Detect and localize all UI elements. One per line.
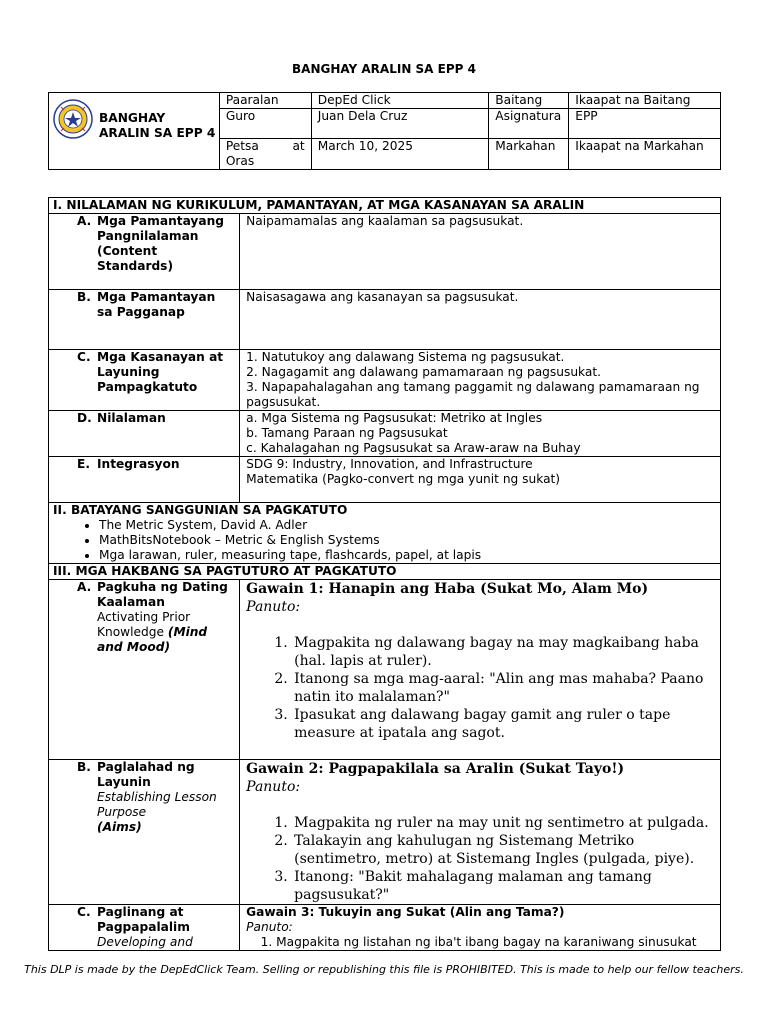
value-paaralan: DepEd Click	[311, 93, 489, 109]
row-competencies-value: 1. Natutukoy ang dalawang Sistema ng pagsusukat. 2. Nagagamit ang dalawang pamamaraan ng pagsusukat. 3. Napapahalagahan ang tamang paggamit ng dalawang pamamaraan ng pagsusukat.	[240, 350, 721, 411]
page-footer: This DLP is made by the DepEdClick Team. Selling or republishing this file is PROHIBITED. This is made to help our fellow teachers.	[24, 963, 744, 976]
gawain-1-steps	[246, 634, 714, 742]
list-item: 1. Magpakita ng ruler na may unit ng sentimetro at pulgada.	[292, 814, 714, 832]
header-logo-cell	[49, 93, 220, 170]
row-integrasyon-label: E. Integrasyon	[49, 457, 240, 503]
value-asignatura: EPP	[569, 109, 721, 139]
row-nilalaman-value: a. Mga Sistema ng Pagsusukat: Metriko at Ingles b. Tamang Paraan ng Pagsusukat c. Kahalagahan ng Pagsusukat sa Araw-araw na Buhay	[240, 411, 721, 457]
gawain-3-steps	[246, 935, 714, 950]
row-content-standards-label: A. Mga Pamantayang Pangnilalaman (Content Standards)	[49, 214, 240, 290]
row-developing-label: C. Paglinang at Pagpapalalim Developing and	[49, 905, 240, 951]
label-markahan: Markahan	[489, 139, 569, 170]
list-item: 1. Magpakita ng dalawang bagay na may magkaibang haba (hal. lapis at ruler).	[292, 634, 714, 670]
label-guro: Guro	[219, 109, 311, 139]
value-petsa: March 10, 2025	[311, 139, 489, 170]
label-petsa: Petsa at Oras	[219, 139, 311, 170]
list-item: 3. Ipasukat ang dalawang bagay gamit ang ruler o tape measure at ipatala ang sagot.	[292, 706, 714, 742]
gawain-1-title: Gawain 1: Hanapin ang Haba (Sukat Mo, Alam Mo)	[246, 581, 649, 597]
section2-block	[49, 503, 721, 564]
gawain-2-title: Gawain 2: Pagpapakilala sa Aralin (Sukat Tayo!)	[246, 761, 625, 777]
label-baitang: Baitang	[489, 93, 569, 109]
list-item: • MathBitsNotebook – Metric & English Systems	[99, 533, 716, 548]
value-guro: Juan Dela Cruz	[311, 109, 489, 139]
list-item: 3. Itanong: "Bakit mahalagang malaman ang tamang pagsusukat?"	[292, 868, 714, 904]
row-lesson-purpose-content: Gawain 2: Pagpapakilala sa Aralin (Sukat Tayo!) Panuto: 1. Magpakita ng ruler na may unit ng sentimetro at pulgada. 2. Talakayin ang kahulugan ng Sistemang Metriko (sentimetro, metro) at Sistemang Ingles (pulgada, piye). 3. Itanong: "Bakit mahalagang malaman ang tamang pagsusukat?"	[240, 760, 721, 905]
list-item: 2. Itanong sa mga mag-aaral: "Alin ang mas mahaba? Paano natin ito malalaman?"	[292, 670, 714, 706]
section2-heading: II. BATAYANG SANGGUNIAN SA PAGKATUTO	[53, 503, 348, 517]
label-paaralan: Paaralan	[219, 93, 311, 109]
row-integrasyon-value: SDG 9: Industry, Innovation, and Infrastructure Matematika (Pagko-convert ng mga yunit ng sukat)	[240, 457, 721, 503]
label-asignatura: Asignatura	[489, 109, 569, 139]
row-prior-knowledge-label: A. Pagkuha ng Dating Kaalaman Activating Prior Knowledge (Mind and Mood)	[49, 580, 240, 760]
row-developing-content: Gawain 3: Tukuyin ang Sukat (Alin ang Tama?) Panuto: 1. Magpakita ng listahan ng iba't ibang bagay na karaniwang sinusukat	[240, 905, 721, 951]
gawain-3-title: Gawain 3: Tukuyin ang Sukat (Alin ang Tama?)	[246, 905, 565, 919]
header-block-title: BANGHAY ARALIN SA EPP 4	[99, 111, 216, 140]
row-performance-standards-label: B. Mga Pamantayan sa Pagganap	[49, 290, 240, 350]
deped-seal-icon	[53, 99, 93, 139]
lesson-plan-table	[48, 197, 721, 951]
header-table	[48, 92, 721, 170]
list-item: 1. Magpakita ng listahan ng iba't ibang bagay na karaniwang sinusukat	[276, 935, 714, 950]
section3-heading: III. MGA HAKBANG SA PAGTUTURO AT PAGKATUTO	[49, 564, 721, 580]
value-baitang: Ikaapat na Baitang	[569, 93, 721, 109]
section1-heading: I. NILALAMAN NG KURIKULUM, PAMANTAYAN, AT MGA KASANAYAN SA ARALIN	[49, 198, 721, 214]
value-markahan: Ikaapat na Markahan	[569, 139, 721, 170]
row-nilalaman-label: D. Nilalaman	[49, 411, 240, 457]
list-item: 2. Talakayin ang kahulugan ng Sistemang Metriko (sentimetro, metro) at Sistemang Ingles (pulgada, piye).	[292, 832, 714, 868]
list-item: • Mga larawan, ruler, measuring tape, flashcards, papel, at lapis	[99, 548, 716, 563]
references-list	[53, 518, 716, 563]
row-performance-standards-value: Naisasagawa ang kasanayan sa pagsusukat.	[240, 290, 721, 350]
list-item: • The Metric System, David A. Adler	[99, 518, 716, 533]
row-competencies-label: C. Mga Kasanayan at Layuning Pampagkatuto	[49, 350, 240, 411]
row-lesson-purpose-label: B. Paglalahad ng Layunin Establishing Lesson Purpose (Aims)	[49, 760, 240, 905]
row-prior-knowledge-content: Gawain 1: Hanapin ang Haba (Sukat Mo, Alam Mo) Panuto: 1. Magpakita ng dalawang bagay na may magkaibang haba (hal. lapis at ruler). 2. Itanong sa mga mag-aaral: "Alin ang mas mahaba? Paano natin ito malalaman?" 3. Ipasukat ang dalawang bagay gamit ang ruler o tape measure at ipatala ang sagot.	[240, 580, 721, 760]
row-content-standards-value: Naipamamalas ang kaalaman sa pagsusukat.	[240, 214, 721, 290]
gawain-2-steps	[246, 814, 714, 904]
document-title: BANGHAY ARALIN SA EPP 4	[292, 62, 476, 76]
